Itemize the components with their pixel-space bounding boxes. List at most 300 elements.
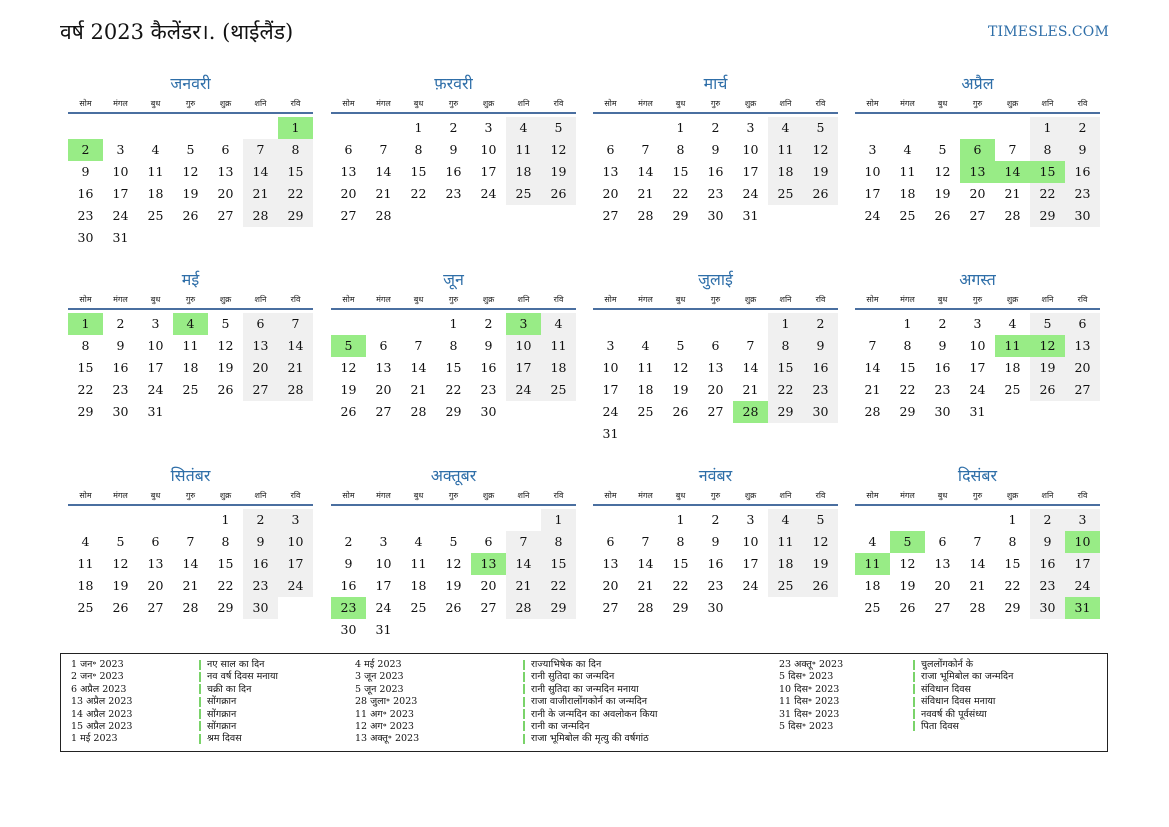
day-cell[interactable]: 8 [676,534,685,549]
day-cell[interactable]: 18 [77,578,94,593]
day-cell[interactable]: 16 [77,186,94,201]
day-cell[interactable]: 6 [1065,313,1100,335]
day-cell[interactable]: 26 [803,183,838,205]
day-cell[interactable]: 4 [541,313,576,335]
day-cell[interactable]: 11 [768,139,803,161]
day-cell[interactable]: 1 [1030,117,1065,139]
day-cell[interactable]: 17 [1065,553,1100,575]
day-cell[interactable]: 24 [864,208,881,223]
day-cell[interactable]: 21 [278,357,313,379]
day-cell[interactable]: 11 [899,164,916,179]
day-cell[interactable]: 23 [480,382,497,397]
day-cell[interactable]: 26 [112,600,129,615]
day-cell[interactable]: 2 [1030,509,1065,531]
day-cell[interactable]: 3 [151,316,160,331]
day-cell[interactable]: 9 [1030,531,1065,553]
day-cell[interactable]: 2 [803,313,838,335]
day-cell[interactable]: 9 [803,335,838,357]
day-cell[interactable]: 24 [602,404,619,419]
day-cell[interactable]: 10 [112,164,129,179]
day-cell[interactable]: 20 [147,578,164,593]
day-cell[interactable]: 3 [606,338,615,353]
day-cell[interactable]: 24 [742,186,759,201]
day-cell[interactable]: 22 [672,578,689,593]
day-cell[interactable]: 23 [707,578,724,593]
day-cell[interactable]: 16 [934,360,951,375]
day-cell[interactable]: 20 [1065,357,1100,379]
day-cell[interactable]: 29 [768,401,803,423]
day-cell[interactable]: 19 [672,382,689,397]
day-cell[interactable]: 30 [1030,597,1065,619]
day-cell[interactable]: 19 [934,186,951,201]
day-cell[interactable]: 27 [707,404,724,419]
day-cell[interactable]: 28 [637,208,654,223]
day-cell[interactable]: 20 [707,382,724,397]
day-cell[interactable]: 5 [1030,313,1065,335]
day-cell[interactable]: 3 [278,509,313,531]
day-cell[interactable]: 23 [1065,183,1100,205]
day-cell[interactable]: 6 [938,534,947,549]
day-cell[interactable]: 17 [375,578,392,593]
day-cell[interactable]: 24 [969,382,986,397]
day-cell[interactable]: 23 [707,186,724,201]
day-cell[interactable]: 23 [243,575,278,597]
day-cell[interactable]: 2 [711,120,720,135]
day-cell[interactable]: 11 [147,164,164,179]
day-cell[interactable]: 15 [278,161,313,183]
day-cell[interactable]: 9 [243,531,278,553]
day-cell[interactable]: 5 [116,534,125,549]
day-cell[interactable]: 11 [768,531,803,553]
day-cell[interactable]: 29 [672,600,689,615]
day-cell[interactable]: 8 [221,534,230,549]
day-cell[interactable]: 12 [445,556,462,571]
site-link[interactable]: TIMESLES.COM [988,24,1109,40]
day-cell[interactable]: 27 [243,379,278,401]
day-cell[interactable]: 4 [868,534,877,549]
day-cell[interactable]: 17 [864,186,881,201]
day-cell[interactable]: 31 [742,208,759,223]
day-cell[interactable]: 3 [506,313,541,335]
day-cell[interactable]: 19 [1030,357,1065,379]
day-cell[interactable]: 25 [899,208,916,223]
day-cell[interactable]: 2 [449,120,458,135]
day-cell[interactable]: 26 [1030,379,1065,401]
day-cell[interactable]: 6 [221,142,230,157]
day-cell[interactable]: 29 [672,208,689,223]
day-cell[interactable]: 8 [676,142,685,157]
day-cell[interactable]: 14 [995,161,1030,183]
day-cell[interactable]: 23 [803,379,838,401]
day-cell[interactable]: 23 [331,597,366,619]
day-cell[interactable]: 8 [903,338,912,353]
day-cell[interactable]: 13 [217,164,234,179]
day-cell[interactable]: 26 [445,600,462,615]
day-cell[interactable]: 15 [1004,556,1021,571]
day-cell[interactable]: 15 [410,164,427,179]
day-cell[interactable]: 26 [899,600,916,615]
day-cell[interactable]: 31 [147,404,164,419]
day-cell[interactable]: 31 [1065,597,1100,619]
day-cell[interactable]: 3 [116,142,125,157]
day-cell[interactable]: 23 [934,382,951,397]
day-cell[interactable]: 11 [410,556,427,571]
day-cell[interactable]: 8 [414,142,423,157]
day-cell[interactable]: 21 [637,578,654,593]
day-cell[interactable]: 4 [81,534,90,549]
day-cell[interactable]: 20 [969,186,986,201]
day-cell[interactable]: 2 [711,512,720,527]
day-cell[interactable]: 10 [506,335,541,357]
day-cell[interactable]: 15 [445,360,462,375]
day-cell[interactable]: 8 [278,139,313,161]
day-cell[interactable]: 19 [803,553,838,575]
day-cell[interactable]: 6 [711,338,720,353]
day-cell[interactable]: 28 [969,600,986,615]
day-cell[interactable]: 12 [672,360,689,375]
day-cell[interactable]: 4 [1008,316,1017,331]
day-cell[interactable]: 30 [707,600,724,615]
day-cell[interactable]: 9 [711,142,720,157]
day-cell[interactable]: 5 [890,531,925,553]
day-cell[interactable]: 19 [541,161,576,183]
day-cell[interactable]: 22 [410,186,427,201]
day-cell[interactable]: 17 [969,360,986,375]
day-cell[interactable]: 18 [1004,360,1021,375]
day-cell[interactable]: 19 [899,578,916,593]
day-cell[interactable]: 4 [173,313,208,335]
day-cell[interactable]: 3 [746,120,755,135]
day-cell[interactable]: 30 [112,404,129,419]
day-cell[interactable]: 1 [449,316,458,331]
day-cell[interactable]: 18 [864,578,881,593]
day-cell[interactable]: 28 [410,404,427,419]
day-cell[interactable]: 18 [899,186,916,201]
day-cell[interactable]: 18 [768,161,803,183]
day-cell[interactable]: 26 [217,382,234,397]
day-cell[interactable]: 3 [973,316,982,331]
day-cell[interactable]: 15 [541,553,576,575]
day-cell[interactable]: 21 [375,186,392,201]
day-cell[interactable]: 11 [506,139,541,161]
day-cell[interactable]: 4 [903,142,912,157]
day-cell[interactable]: 10 [602,360,619,375]
day-cell[interactable]: 8 [768,335,803,357]
day-cell[interactable]: 9 [938,338,947,353]
day-cell[interactable]: 2 [484,316,493,331]
day-cell[interactable]: 28 [182,600,199,615]
day-cell[interactable]: 20 [602,186,619,201]
day-cell[interactable]: 18 [182,360,199,375]
day-cell[interactable]: 22 [217,578,234,593]
day-cell[interactable]: 29 [899,404,916,419]
day-cell[interactable]: 27 [480,600,497,615]
day-cell[interactable]: 13 [147,556,164,571]
day-cell[interactable]: 2 [68,139,103,161]
day-cell[interactable]: 24 [506,379,541,401]
day-cell[interactable]: 14 [742,360,759,375]
day-cell[interactable]: 5 [938,142,947,157]
day-cell[interactable]: 16 [1065,161,1100,183]
day-cell[interactable]: 10 [969,338,986,353]
day-cell[interactable]: 17 [480,164,497,179]
day-cell[interactable]: 26 [803,575,838,597]
day-cell[interactable]: 6 [379,338,388,353]
day-cell[interactable]: 20 [217,186,234,201]
day-cell[interactable]: 29 [278,205,313,227]
day-cell[interactable]: 3 [379,534,388,549]
day-cell[interactable]: 16 [707,556,724,571]
day-cell[interactable]: 1 [768,313,803,335]
day-cell[interactable]: 1 [676,512,685,527]
day-cell[interactable]: 15 [1030,161,1065,183]
day-cell[interactable]: 28 [506,597,541,619]
day-cell[interactable]: 21 [243,183,278,205]
day-cell[interactable]: 27 [375,404,392,419]
day-cell[interactable]: 9 [484,338,493,353]
day-cell[interactable]: 21 [1004,186,1021,201]
day-cell[interactable]: 15 [672,556,689,571]
day-cell[interactable]: 27 [969,208,986,223]
day-cell[interactable]: 25 [541,379,576,401]
day-cell[interactable]: 4 [506,117,541,139]
day-cell[interactable]: 19 [340,382,357,397]
day-cell[interactable]: 15 [77,360,94,375]
day-cell[interactable]: 7 [1008,142,1017,157]
day-cell[interactable]: 6 [243,313,278,335]
day-cell[interactable]: 7 [379,142,388,157]
day-cell[interactable]: 14 [182,556,199,571]
day-cell[interactable]: 25 [1004,382,1021,397]
day-cell[interactable]: 21 [637,186,654,201]
day-cell[interactable]: 6 [344,142,353,157]
day-cell[interactable]: 23 [77,208,94,223]
day-cell[interactable]: 26 [541,183,576,205]
day-cell[interactable]: 25 [768,575,803,597]
day-cell[interactable]: 22 [541,575,576,597]
day-cell[interactable]: 24 [1065,575,1100,597]
day-cell[interactable]: 7 [973,534,982,549]
day-cell[interactable]: 5 [803,509,838,531]
day-cell[interactable]: 22 [1030,183,1065,205]
day-cell[interactable]: 9 [116,338,125,353]
day-cell[interactable]: 5 [803,117,838,139]
day-cell[interactable]: 19 [182,186,199,201]
day-cell[interactable]: 29 [1030,205,1065,227]
day-cell[interactable]: 9 [1065,139,1100,161]
day-cell[interactable]: 25 [147,208,164,223]
day-cell[interactable]: 7 [243,139,278,161]
day-cell[interactable]: 21 [864,382,881,397]
day-cell[interactable]: 17 [112,186,129,201]
day-cell[interactable]: 10 [278,531,313,553]
day-cell[interactable]: 11 [855,553,890,575]
day-cell[interactable]: 11 [77,556,94,571]
day-cell[interactable]: 25 [637,404,654,419]
day-cell[interactable]: 16 [243,553,278,575]
day-cell[interactable]: 16 [445,164,462,179]
day-cell[interactable]: 23 [445,186,462,201]
day-cell[interactable]: 7 [641,142,650,157]
day-cell[interactable]: 4 [151,142,160,157]
day-cell[interactable]: 12 [803,531,838,553]
day-cell[interactable]: 20 [340,186,357,201]
day-cell[interactable]: 30 [707,208,724,223]
day-cell[interactable]: 29 [445,404,462,419]
day-cell[interactable]: 16 [707,164,724,179]
day-cell[interactable]: 29 [541,597,576,619]
day-cell[interactable]: 28 [637,600,654,615]
day-cell[interactable]: 19 [217,360,234,375]
day-cell[interactable]: 13 [1065,335,1100,357]
day-cell[interactable]: 20 [480,578,497,593]
day-cell[interactable]: 1 [1008,512,1017,527]
day-cell[interactable]: 25 [410,600,427,615]
day-cell[interactable]: 25 [182,382,199,397]
day-cell[interactable]: 30 [77,230,94,245]
day-cell[interactable]: 22 [77,382,94,397]
day-cell[interactable]: 4 [768,117,803,139]
day-cell[interactable]: 14 [637,164,654,179]
day-cell[interactable]: 29 [217,600,234,615]
day-cell[interactable]: 14 [637,556,654,571]
day-cell[interactable]: 14 [243,161,278,183]
day-cell[interactable]: 20 [602,578,619,593]
day-cell[interactable]: 3 [484,120,493,135]
day-cell[interactable]: 24 [742,578,759,593]
day-cell[interactable]: 27 [1065,379,1100,401]
day-cell[interactable]: 27 [934,600,951,615]
day-cell[interactable]: 6 [606,142,615,157]
day-cell[interactable]: 16 [1030,553,1065,575]
day-cell[interactable]: 25 [768,183,803,205]
day-cell[interactable]: 28 [733,401,768,423]
day-cell[interactable]: 1 [414,120,423,135]
day-cell[interactable]: 10 [480,142,497,157]
day-cell[interactable]: 3 [1065,509,1100,531]
day-cell[interactable]: 24 [112,208,129,223]
day-cell[interactable]: 12 [899,556,916,571]
day-cell[interactable]: 14 [864,360,881,375]
day-cell[interactable]: 3 [746,512,755,527]
day-cell[interactable]: 12 [1030,335,1065,357]
day-cell[interactable]: 28 [243,205,278,227]
day-cell[interactable]: 17 [506,357,541,379]
day-cell[interactable]: 15 [899,360,916,375]
day-cell[interactable]: 18 [410,578,427,593]
day-cell[interactable]: 31 [602,426,619,441]
day-cell[interactable]: 4 [641,338,650,353]
day-cell[interactable]: 1 [278,117,313,139]
day-cell[interactable]: 11 [541,335,576,357]
day-cell[interactable]: 6 [151,534,160,549]
day-cell[interactable]: 5 [221,316,230,331]
day-cell[interactable]: 18 [541,357,576,379]
day-cell[interactable]: 12 [340,360,357,375]
day-cell[interactable]: 24 [480,186,497,201]
day-cell[interactable]: 13 [375,360,392,375]
day-cell[interactable]: 23 [112,382,129,397]
day-cell[interactable]: 12 [112,556,129,571]
day-cell[interactable]: 20 [375,382,392,397]
day-cell[interactable]: 1 [541,509,576,531]
day-cell[interactable]: 20 [243,357,278,379]
day-cell[interactable]: 10 [375,556,392,571]
day-cell[interactable]: 2 [1065,117,1100,139]
day-cell[interactable]: 11 [995,335,1030,357]
day-cell[interactable]: 30 [243,597,278,619]
day-cell[interactable]: 16 [803,357,838,379]
day-cell[interactable]: 30 [803,401,838,423]
day-cell[interactable]: 2 [243,509,278,531]
day-cell[interactable]: 30 [480,404,497,419]
day-cell[interactable]: 10 [742,534,759,549]
day-cell[interactable]: 2 [938,316,947,331]
day-cell[interactable]: 14 [375,164,392,179]
day-cell[interactable]: 7 [868,338,877,353]
day-cell[interactable]: 25 [77,600,94,615]
day-cell[interactable]: 24 [147,382,164,397]
day-cell[interactable]: 31 [375,622,392,637]
day-cell[interactable]: 17 [278,553,313,575]
day-cell[interactable]: 13 [602,164,619,179]
day-cell[interactable]: 5 [676,338,685,353]
day-cell[interactable]: 12 [217,338,234,353]
day-cell[interactable]: 5 [449,534,458,549]
day-cell[interactable]: 29 [77,404,94,419]
day-cell[interactable]: 8 [541,531,576,553]
day-cell[interactable]: 10 [742,142,759,157]
day-cell[interactable]: 7 [414,338,423,353]
day-cell[interactable]: 21 [742,382,759,397]
day-cell[interactable]: 18 [506,161,541,183]
day-cell[interactable]: 30 [1065,205,1100,227]
day-cell[interactable]: 2 [116,316,125,331]
day-cell[interactable]: 4 [768,509,803,531]
day-cell[interactable]: 15 [217,556,234,571]
day-cell[interactable]: 26 [672,404,689,419]
day-cell[interactable]: 17 [742,164,759,179]
day-cell[interactable]: 10 [864,164,881,179]
day-cell[interactable]: 19 [803,161,838,183]
day-cell[interactable]: 9 [81,164,90,179]
day-cell[interactable]: 16 [340,578,357,593]
day-cell[interactable]: 13 [960,161,995,183]
day-cell[interactable]: 13 [243,335,278,357]
day-cell[interactable]: 15 [672,164,689,179]
day-cell[interactable]: 29 [1004,600,1021,615]
day-cell[interactable]: 4 [414,534,423,549]
day-cell[interactable]: 2 [344,534,353,549]
day-cell[interactable]: 6 [606,534,615,549]
day-cell[interactable]: 1 [68,313,103,335]
day-cell[interactable]: 27 [147,600,164,615]
day-cell[interactable]: 8 [81,338,90,353]
day-cell[interactable]: 9 [711,534,720,549]
day-cell[interactable]: 25 [864,600,881,615]
day-cell[interactable]: 27 [602,208,619,223]
day-cell[interactable]: 22 [768,379,803,401]
day-cell[interactable]: 1 [676,120,685,135]
day-cell[interactable]: 17 [742,556,759,571]
day-cell[interactable]: 24 [278,575,313,597]
day-cell[interactable]: 28 [864,404,881,419]
day-cell[interactable]: 11 [637,360,654,375]
day-cell[interactable]: 7 [186,534,195,549]
day-cell[interactable]: 7 [278,313,313,335]
day-cell[interactable]: 5 [541,117,576,139]
day-cell[interactable]: 21 [182,578,199,593]
